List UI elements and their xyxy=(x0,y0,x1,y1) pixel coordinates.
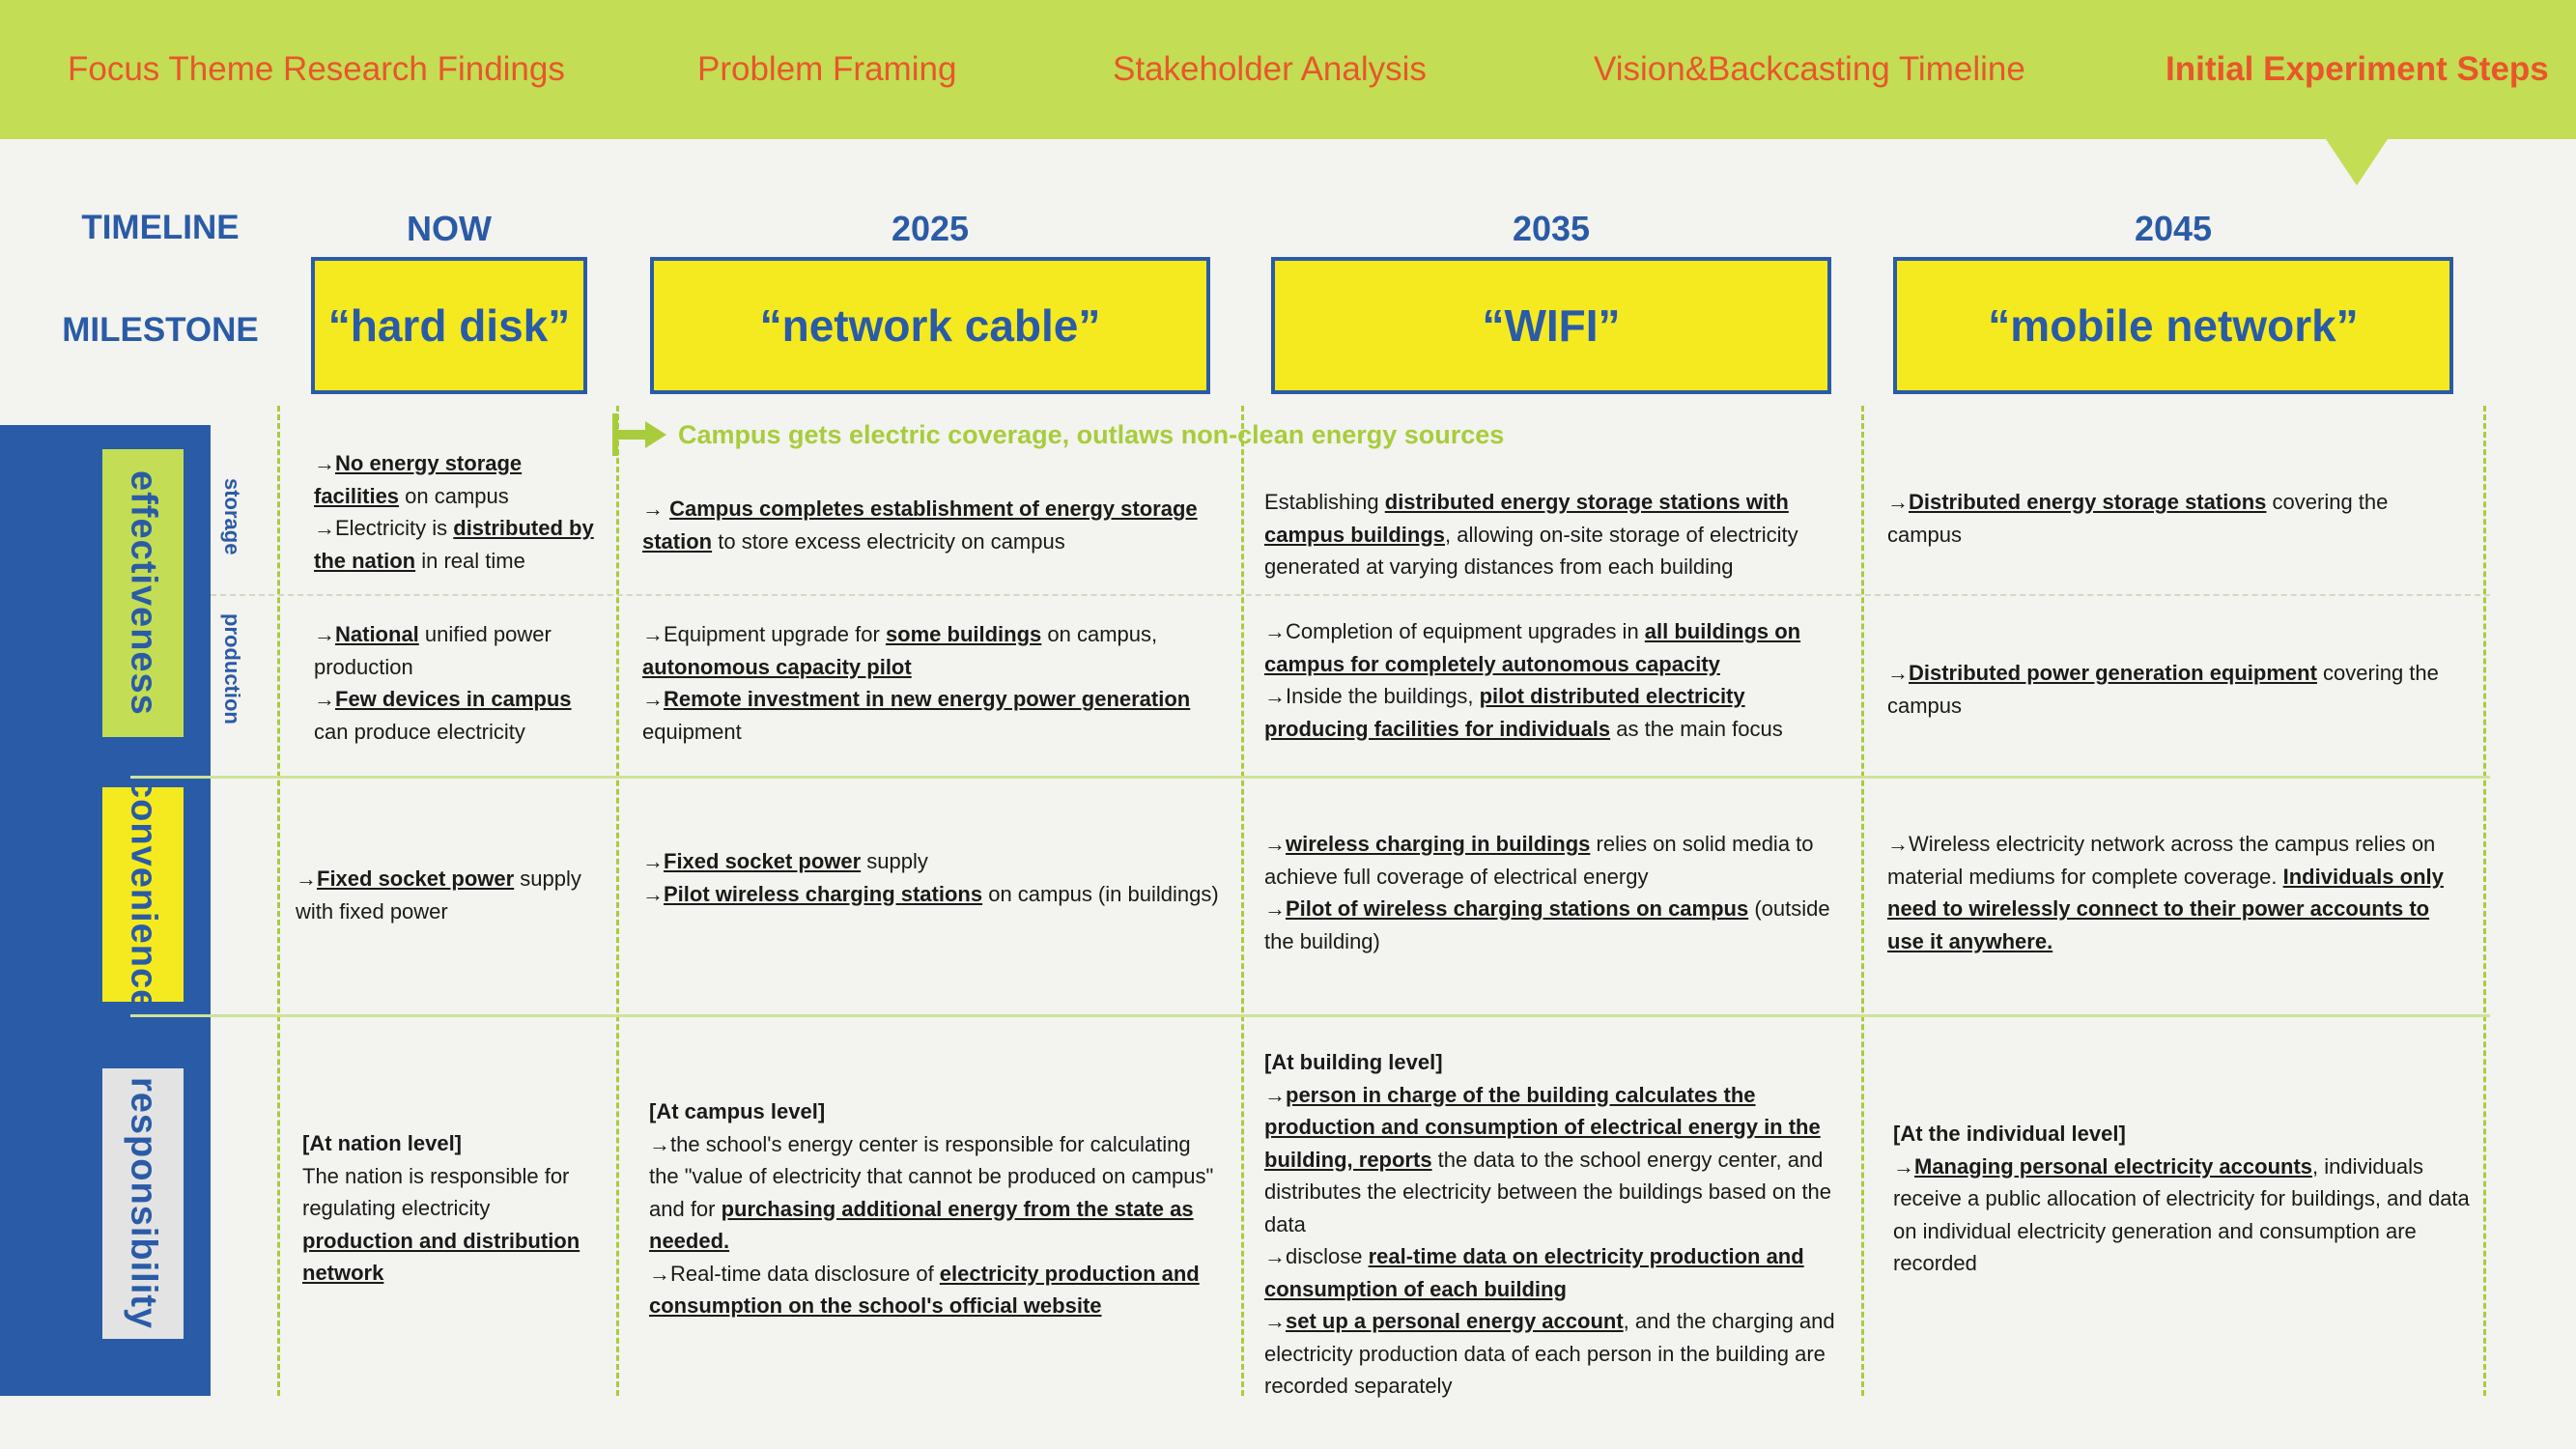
cell-text: in real time xyxy=(415,548,525,573)
highlighted-text: Individuals only need to wirelessly connect to their power accounts to use it anywhere. xyxy=(1887,864,2444,953)
campus-coverage-banner xyxy=(612,413,1504,456)
milestone-hard-disk xyxy=(311,257,587,394)
cell-text: , and the charging and electricity production data of each person in the building are recorded separately xyxy=(1264,1309,1835,1398)
cell-text: Establishing xyxy=(1264,490,1385,514)
milestone-text: “WIFI” xyxy=(1482,300,1621,351)
highlighted-text: distributed by the nation xyxy=(314,516,594,573)
milestone-mobile-network xyxy=(1893,257,2453,394)
cell-text: unified power production xyxy=(314,622,552,679)
cell-text: → xyxy=(1893,1153,1914,1179)
cell-text: → xyxy=(1264,1309,1286,1333)
level-heading: [At building level] xyxy=(1264,1050,1443,1074)
cell-text: supply xyxy=(861,849,928,873)
cell-convenience-2035 xyxy=(1264,828,1854,957)
cell-convenience-2045 xyxy=(1887,828,2467,957)
category-responsibility xyxy=(102,1068,184,1339)
cell-text: → xyxy=(296,867,317,891)
highlighted-text: all buildings on campus for completely autonomous capacity xyxy=(1264,619,1801,676)
cell-production-now xyxy=(314,618,604,748)
column-divider xyxy=(616,406,619,1396)
nav-tab-problem-framing[interactable]: Problem Framing xyxy=(697,50,957,88)
column-divider xyxy=(2483,406,2486,1396)
highlighted-text: Remote investment in new energy power generation xyxy=(664,687,1191,711)
cell-text: →Inside the buildings, xyxy=(1264,684,1480,708)
cell-text: →disclose xyxy=(1264,1244,1369,1268)
cell-text: , allowing on-site storage of electricity generated at varying distances from each building xyxy=(1264,522,1798,579)
category-effectiveness xyxy=(102,449,184,737)
milestone-text: “hard disk” xyxy=(327,300,571,351)
cell-text: on campus xyxy=(399,483,509,508)
cell-text: → xyxy=(1887,490,1909,514)
cell-storage-2045 xyxy=(1887,486,2467,551)
cell-text: covering the campus xyxy=(1887,661,2439,718)
cell-text: → xyxy=(1264,832,1286,856)
column-divider xyxy=(277,406,280,1396)
cell-text: →Wireless electricity network across the campus relies on material mediums for complete coverage. xyxy=(1887,832,2436,889)
cell-storage-2025 xyxy=(642,493,1222,557)
cell-convenience-now xyxy=(296,863,614,927)
cell-text: → xyxy=(1264,896,1286,921)
highlighted-text: wireless charging in buildings xyxy=(1286,832,1591,856)
milestone-network-cable xyxy=(650,257,1210,394)
highlighted-text: distributed energy storage stations with campus buildings xyxy=(1264,490,1789,547)
highlighted-text: No energy storage facilities xyxy=(314,451,523,508)
cell-text: the data to the school energy center, and distributes the electricity between the buildings based on the data xyxy=(1264,1147,1832,1236)
year-now: NOW xyxy=(407,209,492,248)
cell-text: (outside the building) xyxy=(1264,896,1830,953)
subcategory-storage-label: storage xyxy=(220,478,244,555)
highlighted-text: Pilot of wireless charging stations on campus xyxy=(1286,896,1749,921)
nav-tab-initial-experiment-steps[interactable]: Initial Experiment Steps xyxy=(2166,50,2549,88)
cell-text: →Real-time data disclosure of xyxy=(649,1261,940,1286)
year-2025: 2025 xyxy=(891,209,970,248)
cell-text: on campus, xyxy=(1041,622,1158,646)
category-convenience-label: convenience xyxy=(123,778,164,1011)
cell-text: → xyxy=(1264,1082,1286,1107)
level-heading: [At campus level] xyxy=(649,1099,826,1123)
cell-responsibility-2025 xyxy=(649,1095,1219,1322)
cell-text: supply with fixed power xyxy=(296,867,581,923)
cell-text: →the school's energy center is responsible for calculating the "value of electricity that cannot be produced on campus" and for xyxy=(649,1131,1214,1221)
highlighted-text: some buildings xyxy=(885,622,1042,646)
top-navigation-bar xyxy=(0,0,2576,139)
level-heading: [At nation level] xyxy=(302,1131,463,1155)
milestone-label: MILESTONE xyxy=(62,311,259,349)
timeline-label: TIMELINE xyxy=(81,209,240,246)
nav-tab-stakeholder-analysis[interactable]: Stakeholder Analysis xyxy=(1113,50,1427,88)
highlighted-text: National xyxy=(335,622,419,646)
row-divider-convenience-responsibility xyxy=(130,1014,2490,1017)
cell-responsibility-now xyxy=(302,1127,602,1290)
cell-text: on campus (in buildings) xyxy=(982,881,1219,906)
highlighted-text: Campus completes establishment of energy storage station xyxy=(642,497,1198,554)
cell-production-2025 xyxy=(642,618,1222,748)
row-divider-effectiveness-convenience xyxy=(130,776,2490,779)
category-responsibility-label: responsibility xyxy=(123,1077,164,1330)
highlighted-text: purchasing additional energy from the state as needed. xyxy=(649,1196,1194,1253)
year-2035: 2035 xyxy=(1512,209,1591,248)
milestone-text: “mobile network” xyxy=(1988,300,2359,351)
cell-text: →Equipment upgrade for xyxy=(642,622,886,646)
highlighted-text: Few devices in campus xyxy=(335,687,572,711)
highlighted-text: production and distribution network xyxy=(302,1228,580,1285)
cell-text: → xyxy=(314,451,335,475)
category-effectiveness-label: effectiveness xyxy=(123,470,164,716)
arrow-right-icon xyxy=(612,413,670,456)
cell-text: to store excess electricity on campus xyxy=(712,528,1065,554)
cell-text: → xyxy=(642,687,664,711)
cell-text: → xyxy=(642,881,664,906)
cell-text: → xyxy=(642,849,664,873)
cell-text: covering the campus xyxy=(1887,490,2389,547)
category-convenience xyxy=(102,778,184,1011)
cell-text: →Electricity is xyxy=(314,516,454,540)
highlighted-text: real-time data on electricity production and consumption of each building xyxy=(1264,1244,1804,1301)
highlighted-text: set up a personal energy account xyxy=(1286,1309,1624,1333)
cell-production-2045 xyxy=(1887,657,2467,722)
banner-text: Campus gets electric coverage, outlaws non-clean energy sources xyxy=(678,419,1505,449)
cell-text: → xyxy=(314,687,335,711)
highlighted-text: autonomous capacity pilot xyxy=(642,654,912,679)
cell-text: can produce electricity xyxy=(314,719,525,744)
cell-storage-2035 xyxy=(1264,486,1854,583)
cell-responsibility-2045 xyxy=(1893,1118,2473,1280)
highlighted-text: pilot distributed electricity producing facilities for individuals xyxy=(1264,684,1745,741)
cell-text: relies on solid media to achieve full coverage of electrical energy xyxy=(1264,832,1814,889)
cell-text: as the main focus xyxy=(1610,716,1783,741)
cell-text: The nation is responsible for regulating electricity xyxy=(302,1163,570,1220)
active-tab-pointer xyxy=(2326,139,2388,185)
cell-text: →Completion of equipment upgrades in xyxy=(1264,619,1645,643)
cell-text: → xyxy=(642,497,670,521)
cell-text: → xyxy=(314,622,335,646)
cell-text: equipment xyxy=(642,719,742,744)
highlighted-text: Managing personal electricity accounts xyxy=(1914,1153,2313,1179)
nav-tab-focus-theme-research-findings[interactable]: Focus Theme Research Findings xyxy=(68,50,565,88)
subcategory-production xyxy=(214,609,249,729)
highlighted-text: Fixed socket power xyxy=(664,849,862,873)
highlighted-text: Distributed power generation equipment xyxy=(1909,661,2317,685)
milestone-text: “network cable” xyxy=(759,300,1101,351)
highlighted-text: Distributed energy storage stations xyxy=(1909,490,2267,514)
column-divider xyxy=(1861,406,1864,1396)
cell-production-2035 xyxy=(1264,615,1854,745)
milestone-wifi xyxy=(1271,257,1831,394)
row-divider-storage-production xyxy=(211,594,2490,596)
subcategory-storage xyxy=(214,469,249,565)
nav-tab-vision-backcasting-timeline[interactable]: Vision&Backcasting Timeline xyxy=(1594,50,2025,88)
column-divider xyxy=(1241,406,1244,1396)
year-2045: 2045 xyxy=(2134,209,2213,248)
highlighted-text: Fixed socket power xyxy=(317,867,515,891)
cell-text: , individuals receive a public allocation of electricity for buildings, and data on individual electricity generation and consumption are recorded xyxy=(1893,1153,2470,1275)
cell-convenience-2025 xyxy=(642,845,1222,910)
subcategory-production-label: production xyxy=(220,613,244,724)
cell-responsibility-2035 xyxy=(1264,1046,1854,1403)
highlighted-text: electricity production and consumption on the school's official website xyxy=(649,1261,1200,1318)
highlighted-text: Pilot wireless charging stations xyxy=(664,881,983,906)
cell-text: → xyxy=(1887,661,1909,685)
cell-storage-now xyxy=(314,447,604,577)
highlighted-text: person in charge of the building calculates the production and consumption of electrical energy in the building, reports xyxy=(1264,1082,1821,1172)
level-heading: [At the individual level] xyxy=(1893,1122,2126,1146)
